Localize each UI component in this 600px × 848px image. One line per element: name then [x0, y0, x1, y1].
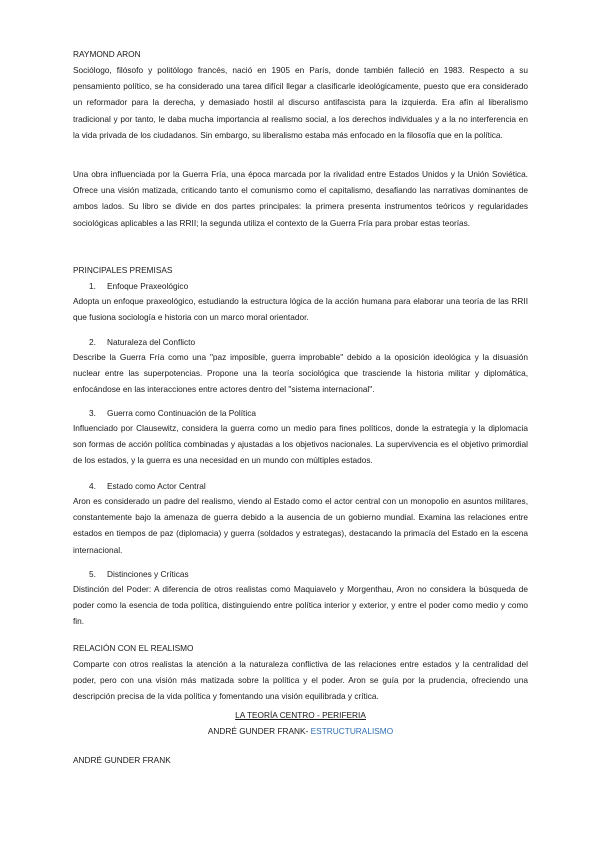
premise-number: 2.	[89, 337, 96, 347]
frank-heading: ANDRÉ GUNDER FRANK	[73, 755, 171, 765]
premise-text: Describe la Guerra Fría como una "paz imposible, guerra improbable" debido a la oposición ideológica y la disuasión nuclear entre las superpotencias. Propone una la teoría sociológica que trasciende la historia militar y diplomática, enfocándose en las interacciones entre actores dentro del "sistema internacional".	[73, 352, 528, 395]
premise-5	[73, 568, 528, 630]
premise-title	[73, 407, 528, 419]
premise-4	[73, 480, 528, 558]
premise-text: Adopta un enfoque praxeológico, estudiando la estructura lógica de la acción humana para elaborar una teoría de las RRII que fusiona sociología e historia con un marco moral orientador.	[73, 296, 528, 323]
premises-heading-block	[73, 264, 528, 276]
premise-number: 3.	[89, 408, 96, 418]
author-name: RAYMOND ARON	[73, 49, 141, 59]
premise-title	[73, 568, 528, 580]
premise-title-text: Estado como Actor Central	[107, 481, 206, 491]
subtitle-prefix: ANDRÉ GUNDER FRANK-	[207, 726, 311, 736]
premise-title	[73, 336, 528, 348]
premise-title	[73, 480, 528, 492]
premise-number: 5.	[89, 569, 96, 579]
next-section-header	[73, 707, 528, 739]
premise-title-text: Distinciones y Críticas	[107, 569, 189, 579]
premise-text: Aron es considerado un padre del realismo, viendo al Estado como el actor central con un monopolio en asuntos militares, constantemente bajo la amenaza de guerra debido a la ausencia de un gobierno mundial. Examina las relaciones entre estados en tiempos de paz (diplomacia) y guerra (soldados y estrategas), destacando la primacía del Estado en la escena internacional.	[73, 496, 528, 555]
premise-title-text: Enfoque Praxeológico	[107, 281, 189, 291]
premise-2	[73, 336, 528, 398]
frank-section	[73, 754, 528, 766]
realism-text: Comparte con otros realistas la atención a la naturaleza conflictiva de las relaciones entre estados y la centralidad del poder, pero con una visión más matizada sobre la política y el poder. Aron se guía por la prudencia, ofreciendo una descripción precisa de la vida política y fomentando una visión equilibrada y crítica.	[73, 659, 528, 702]
section-title: LA TEORÍA CENTRO - PERIFERIA	[235, 710, 366, 720]
section-subtitle	[73, 723, 528, 739]
premise-title-text: Guerra como Continuación de la Política	[107, 408, 256, 418]
realism-section	[73, 642, 528, 705]
premise-number: 1.	[89, 281, 96, 291]
premises-heading: PRINCIPALES PREMISAS	[73, 265, 173, 275]
author-section	[73, 48, 528, 143]
premise-3	[73, 407, 528, 469]
realism-heading: RELACIÓN CON EL REALISMO	[73, 643, 194, 653]
premise-1	[73, 280, 528, 325]
structuralism-link[interactable]: ESTRUCTURALISMO	[310, 726, 394, 736]
premise-number: 4.	[89, 481, 96, 491]
work-description: Una obra influenciada por la Guerra Fría, una época marcada por la rivalidad entre Estados Unidos y la Unión Soviética. Ofrece una visión matizada, criticando tanto el comunismo como el capitalismo, desafiando las narrativas dominantes de ambos lados. Su libro se divide en dos partes principales: la primera presenta instrumentos teóricos y regularidades sociológicas aplicables a las RRII; la segunda utiliza el contexto de la Guerra Fría para probar estas teorías.	[73, 169, 528, 228]
premise-title	[73, 280, 528, 292]
premise-text: Influenciado por Clausewitz, considera la guerra como un medio para fines políticos, donde la estrategia y la diplomacia son formas de acción política combinadas y ajustadas a los objetivos nacionales. La supervivencia es el objetivo primordial de los estados, y la guerra es una necesidad en un mundo con múltiples estados.	[73, 423, 528, 466]
premise-title-text: Naturaleza del Conflicto	[107, 337, 196, 347]
author-bio: Sociólogo, filósofo y politólogo francés, nació en 1905 en París, donde también falleció en 1983. Respecto a su pensamiento político, se ha considerado una tarea difícil llegar a clasificarle ideológicamente, puesto que era considerado un reformador para la derecha, y demasiado hostil al discurso antifascista para la izquierda. Era afín al liberalismo tradicional y por tanto, le daba mucha importancia al realismo social, a los derechos individuales y a la no interferencia en la vida privada de los ciudadanos. Sin embargo, su liberalismo estaba más enfocado en la filosofía que en la política.	[73, 65, 528, 140]
work-section	[73, 166, 528, 231]
premise-text: Distinción del Poder: A diferencia de otros realistas como Maquiavelo y Morgenthau, Aron no considera la búsqueda de poder como la esencia de toda política, distinguiendo entre política interior y exterior, y entre el poder como medio y como fin.	[73, 584, 528, 627]
